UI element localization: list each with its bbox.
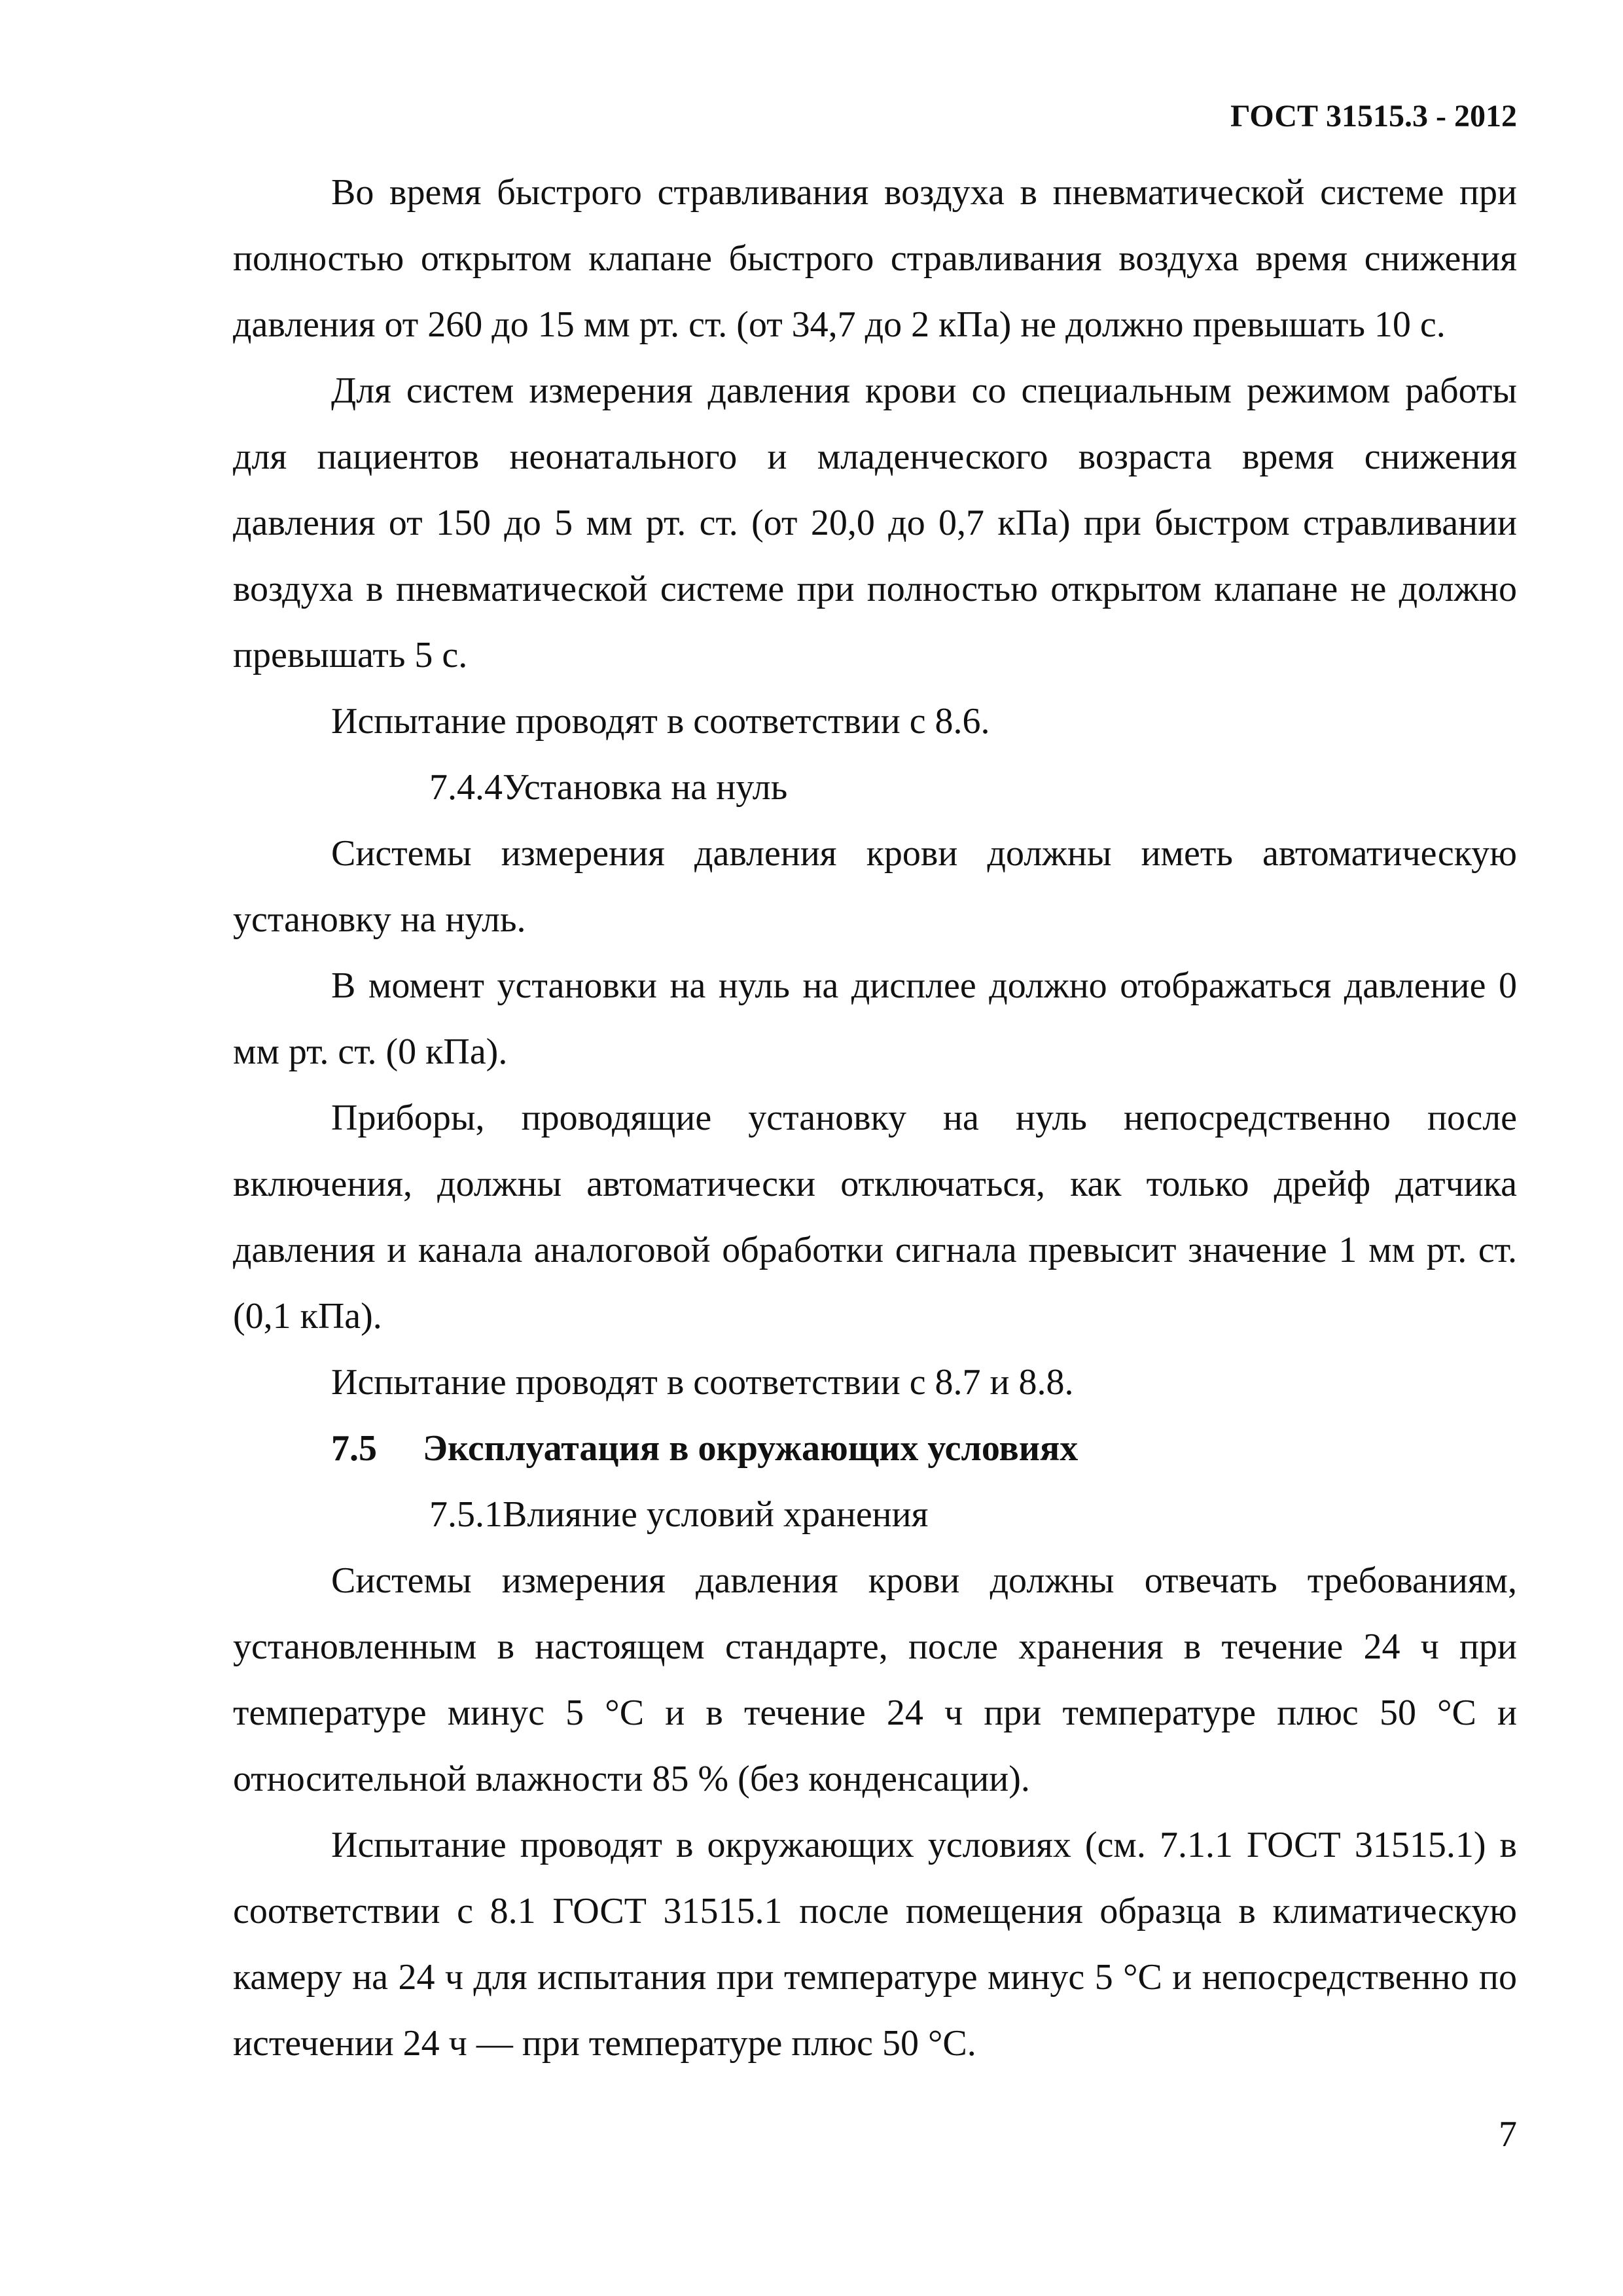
subsection-title: Установка на нуль (503, 767, 788, 808)
paragraph-rapid-exhaust: Во время быстрого стравливания воздуха в пневматической системе при полностью открытом клапане быстрого стравливания воздуха время снижения давления от 260 до 15 мм рт. ст. (от 34,7 до 2 кПа) не должно превышать 10 с. (233, 172, 1517, 345)
paragraph-auto-zero: Системы измерения давления крови должны иметь автоматическую установку на нуль. (233, 833, 1517, 940)
paragraph-test-ref-8-7: Испытание проводят в соответствии с 8.7 и 8.8. (331, 1362, 1074, 1403)
section-title: Эксплуатация в окружающих условиях (423, 1428, 1079, 1469)
page-number: 7 (1499, 2114, 1517, 2155)
page-body (233, 160, 1517, 2077)
paragraph-zero-display: В момент установки на нуль на дисплее должно отображаться давление 0 мм рт. ст. (0 кПа). (233, 965, 1517, 1072)
subsection-number: 7.5.1 (429, 1494, 503, 1535)
paragraph-storage-conditions: Системы измерения давления крови должны отвечать требованиям, установленным в настоящем стандарте, после хранения в течение 24 ч при температуре минус 5 °С и в течение 24 ч при температуре плюс 50 °С и относительной влажности 85 % (без конденсации). (233, 1560, 1517, 1799)
section-number: 7.5 (331, 1428, 377, 1469)
subsection-7-5-1 (233, 1482, 1517, 1548)
paragraph-neonatal-mode: Для систем измерения давления крови со специальным режимом работы для пациентов неонатального и младенческого возраста время снижения давления от 150 до 5 мм рт. ст. (от 20,0 до 0,7 кПа) при быстром стравливании воздуха в пневматической системе при полностью открытом клапане не должно превышать 5 с. (233, 370, 1517, 675)
paragraph-storage-test: Испытание проводят в окружающих условиях (см. 7.1.1 ГОСТ 31515.1) в соответствии с 8.1 ГОСТ 31515.1 после помещения образца в климатическую камеру на 24 ч для испытания при температуре минус 5 °С и непосредственно по истечении 24 ч — при температуре плюс 50 °С. (233, 1825, 1517, 2064)
section-7-5-heading (233, 1416, 1517, 1482)
paragraph-zero-drift: Приборы, проводящие установку на нуль непосредственно после включения, должны автоматически отключаться, как только дрейф датчика давления и канала аналоговой обработки сигнала превысит значение 1 мм рт. ст. (0,1 кПа). (233, 1098, 1517, 1336)
running-header: ГОСТ 31515.3 - 2012 (1230, 99, 1517, 134)
subsection-title: Влияние условий хранения (503, 1494, 929, 1535)
subsection-number: 7.4.4 (429, 767, 503, 808)
subsection-7-4-4 (233, 755, 1517, 821)
paragraph-test-ref-8-6: Испытание проводят в соответствии с 8.6. (331, 701, 990, 742)
